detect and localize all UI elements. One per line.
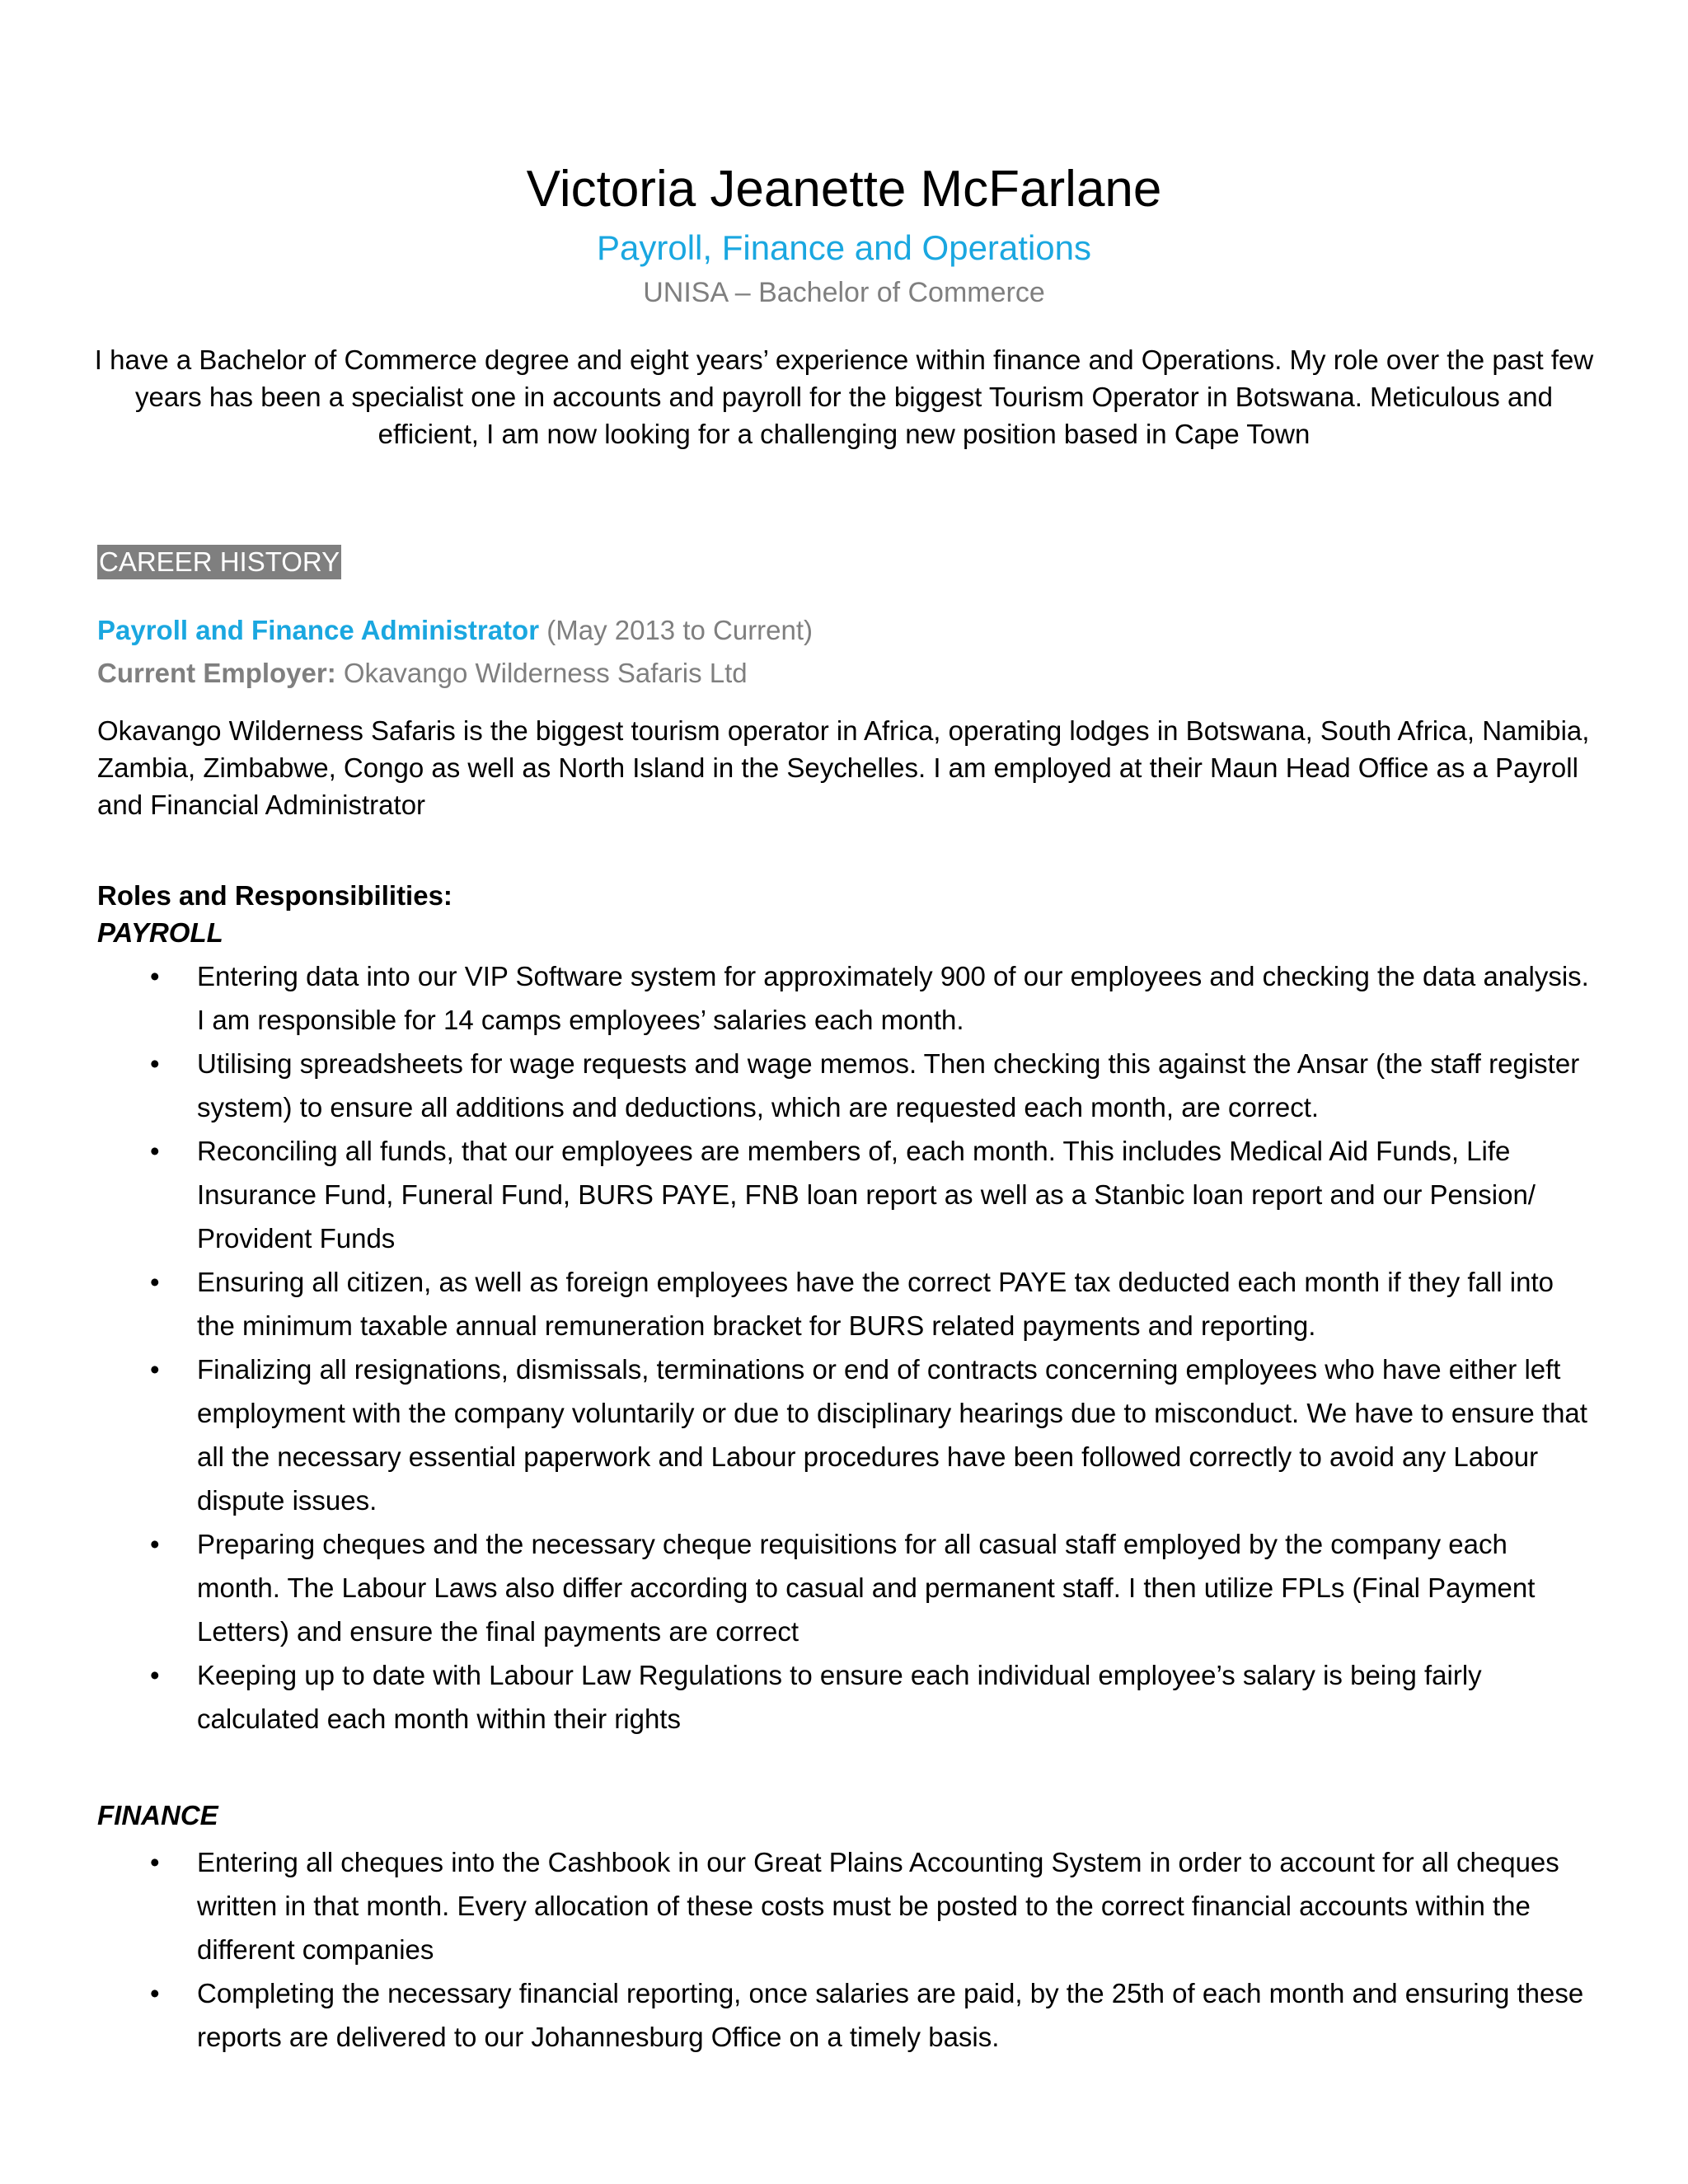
list-item bbox=[97, 1653, 1597, 1741]
list-item-text: Completing the necessary financial reporting, once salaries are paid, by the 25th of each month and ensuring these reports are delivered to our Johannesburg Office on a timely basis. bbox=[197, 1978, 1584, 2052]
career-history-label: CAREER HISTORY bbox=[97, 545, 341, 579]
profile-summary: I have a Bachelor of Commerce degree and eight years’ experience within finance and Operations. My role over the past few years has been a specialist one in accounts and payroll for the biggest Tourism Operator in Botswana. Meticulous and efficient, I am now looking for a challenging new position based in Cape Town bbox=[94, 344, 1594, 449]
bullet-icon: • bbox=[150, 1136, 160, 1166]
candidate-name: Victoria Jeanette McFarlane bbox=[526, 161, 1162, 218]
employer-line bbox=[97, 655, 748, 691]
bullet-icon: • bbox=[150, 1354, 160, 1385]
job-title: Payroll and Finance Administrator bbox=[97, 615, 540, 645]
list-item-text: Preparing cheques and the necessary cheque requisitions for all casual staff employed by the company each month. The Labour Laws also differ according to casual and permanent staff. I then utilize FPLs (Final Payment Letters) and ensure the final payments are correct bbox=[197, 1529, 1536, 1647]
payroll-heading: PAYROLL bbox=[97, 917, 223, 948]
bullet-icon: • bbox=[150, 1660, 160, 1690]
list-item-text: Utilising spreadsheets for wage requests and wage memos. Then checking this against the Ansar (the staff register system) to ensure all additions and deductions, which are requested each month, are correct. bbox=[197, 1048, 1580, 1122]
list-item bbox=[97, 1260, 1597, 1347]
job-title-line bbox=[97, 612, 813, 649]
bullet-icon: • bbox=[150, 1529, 160, 1559]
roles-heading: Roles and Responsibilities: bbox=[97, 880, 452, 911]
list-item bbox=[97, 1129, 1597, 1260]
list-item bbox=[97, 1042, 1597, 1129]
list-item-text: Ensuring all citizen, as well as foreign employees have the correct PAYE tax deducted each month if they fall into the minimum taxable annual remuneration bracket for BURS related payments and reporting. bbox=[197, 1267, 1554, 1341]
bullet-icon: • bbox=[150, 1978, 160, 2008]
bullet-icon: • bbox=[150, 1048, 160, 1079]
list-item bbox=[97, 1347, 1597, 1522]
candidate-degree: UNISA – Bachelor of Commerce bbox=[643, 277, 1045, 308]
list-item bbox=[97, 1840, 1597, 1971]
list-item-text: Reconciling all funds, that our employees are members of, each month. This includes Medical Aid Funds, Life Insurance Fund, Funeral Fund, BURS PAYE, FNB loan report as well as a Stanbic loan report and our Pension/ Provident Funds bbox=[197, 1136, 1536, 1254]
employer-name: Okavango Wilderness Safaris Ltd bbox=[343, 658, 748, 688]
job-dates: (May 2013 to Current) bbox=[546, 615, 814, 645]
bullet-icon: • bbox=[150, 961, 160, 991]
list-item-text: Keeping up to date with Labour Law Regulations to ensure each individual employee’s salary is being fairly calculated each month within their rights bbox=[197, 1660, 1482, 1734]
employer-label: Current Employer: bbox=[97, 658, 336, 688]
finance-list bbox=[97, 1840, 1597, 2059]
bullet-icon: • bbox=[150, 1847, 160, 1877]
bullet-icon: • bbox=[150, 1267, 160, 1297]
resume-header bbox=[0, 157, 1688, 312]
candidate-subtitle: Payroll, Finance and Operations bbox=[597, 228, 1091, 267]
list-item-text: Finalizing all resignations, dismissals, terminations or end of contracts concerning employees who have either left employment with the company voluntarily or due to disciplinary hearings due to misconduct. We have to ensure that all the necessary essential paperwork and Labour procedures have been followed correctly to avoid any Labour dispute issues. bbox=[197, 1354, 1587, 1516]
company-description: Okavango Wilderness Safaris is the biggest tourism operator in Africa, operating lodges in Botswana, South Africa, Namibia, Zambia, Zimbabwe, Congo as well as North Island in the Seychelles. I am employed at their Maun Head Office as a Payroll and Financial Administrator bbox=[97, 715, 1590, 820]
list-item-text: Entering all cheques into the Cashbook in our Great Plains Accounting System in order to account for all cheques written in that month. Every allocation of these costs must be posted to the correct financial accounts within the different companies bbox=[197, 1847, 1559, 1965]
finance-heading: FINANCE bbox=[97, 1800, 218, 1830]
list-item-text: Entering data into our VIP Software system for approximately 900 of our employees and checking the data analysis. I am responsible for 14 camps employees’ salaries each month. bbox=[197, 961, 1589, 1035]
payroll-list bbox=[97, 954, 1597, 1741]
list-item bbox=[97, 1522, 1597, 1653]
list-item bbox=[97, 954, 1597, 1042]
list-item bbox=[97, 1971, 1597, 2059]
